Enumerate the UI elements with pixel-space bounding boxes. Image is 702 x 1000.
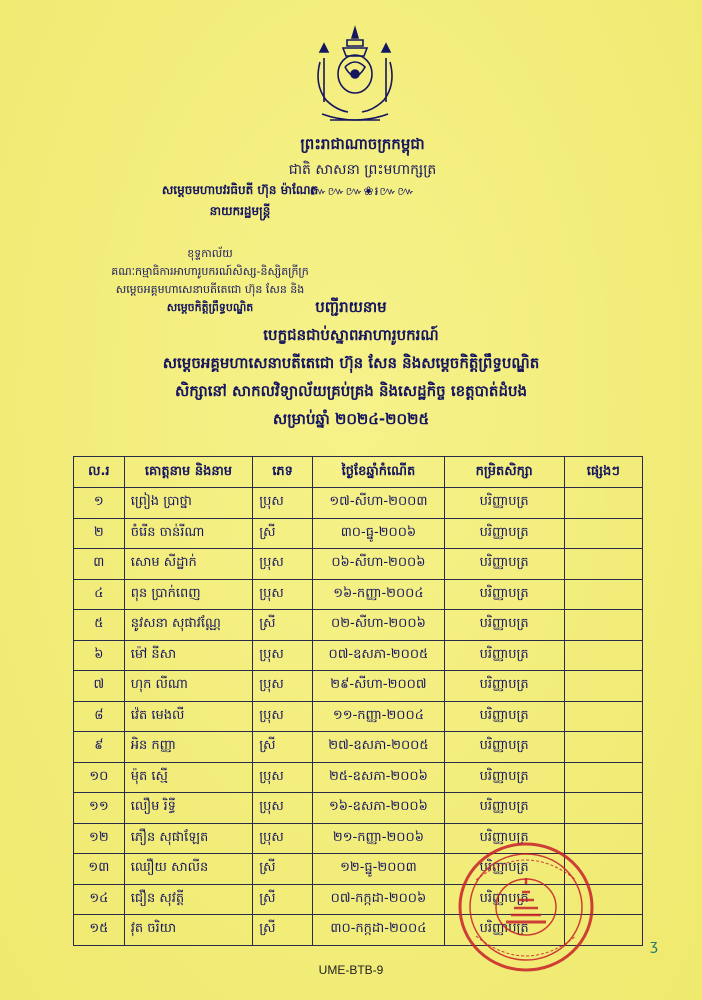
cell-name: ភឿន សុផាឡែត	[124, 823, 253, 854]
cell-other	[564, 701, 642, 732]
cell-no: ៦	[74, 640, 125, 671]
cell-sex: ប្រុស	[253, 701, 313, 732]
cell-sex: ស្រី	[253, 732, 313, 763]
table-row	[74, 488, 643, 519]
cell-sex: ប្រុស	[253, 549, 313, 580]
cell-name: វុត ចរិយា	[124, 915, 253, 946]
official-seal-icon	[456, 840, 596, 975]
title-list: បញ្ជីរាយនាម	[315, 298, 387, 316]
cell-dob: ០៦-សីហា-២០០៦	[313, 549, 445, 580]
cell-dob: ២៥-ឧសភា-២០០៦	[313, 762, 445, 793]
cell-name: ពុន ប្រាក់ពេញ	[124, 579, 253, 610]
cell-name: ព្រៀង ប្រាថ្នា	[124, 488, 253, 519]
cell-sex: ប្រុស	[253, 640, 313, 671]
cell-name: វ៉េត មេងលី	[124, 701, 253, 732]
header-other: ផ្សេងៗ	[564, 457, 642, 488]
cell-dob: ២១-កញ្ញា-២០០៦	[313, 823, 445, 854]
title-scholarship: បេក្ខជនជាប់ស្នាពអាហារូបករណ៍	[263, 326, 439, 344]
cell-no: ៩	[74, 732, 125, 763]
cell-level: បរិញ្ញាបត្រ	[444, 579, 564, 610]
cell-no: ១០	[74, 762, 125, 793]
table-row	[74, 732, 643, 763]
office-name: ខុទ្ទកាល័យ	[187, 247, 233, 260]
cell-other	[564, 579, 642, 610]
cell-dob: ០៧-កក្កដា-២០០៦	[313, 884, 445, 915]
cell-name: ចំរើន ចាន់រីណា	[124, 518, 253, 549]
cell-level: បរិញ្ញាបត្រ	[444, 701, 564, 732]
header-sex: ភេទ	[253, 457, 313, 488]
cell-no: ២	[74, 518, 125, 549]
committee-line-2: សម្តេចអគ្គមហាសេនាបតីតេជោ ហ៊ុន សែន និង	[115, 283, 305, 296]
table-row	[74, 610, 643, 641]
cell-dob: ១៦-ឧសភា-២០០៦	[313, 793, 445, 824]
kingdom-title: ព្រះរាជាណាចក្រកម្ពុជា	[300, 135, 425, 153]
cell-level: បរិញ្ញាបត្រ	[444, 762, 564, 793]
table-row	[74, 701, 643, 732]
title-sponsors: សម្តេចអគ្គមហាសេនាបតីតេជោ ហ៊ុន សែន និងសម្តេចកិត្តិព្រឹទ្ធបណ្ឌិត	[162, 354, 540, 372]
cell-name: ហុក លីណា	[124, 671, 253, 702]
cell-name: លឿម រិទ្ធី	[124, 793, 253, 824]
committee-line-1: គណៈកម្មាធិការអាហារូបករណ៍សិស្ស-និស្សិតក្រីក្រ	[111, 265, 309, 278]
cell-other	[564, 671, 642, 702]
cell-level: បរិញ្ញាបត្រ	[444, 549, 564, 580]
cell-no: ៨	[74, 701, 125, 732]
cell-name: ជឿន សុវត្តី	[124, 884, 253, 915]
document-titles	[40, 293, 662, 433]
header-name: គោត្តនាម និងនាម	[124, 457, 253, 488]
cell-sex: ស្រី	[253, 884, 313, 915]
cell-name: សោម សីដ្ឋាក់	[124, 549, 253, 580]
table-row	[74, 640, 643, 671]
cell-no: ១៤	[74, 884, 125, 915]
cell-name: ម៉ុត ស្មើ	[124, 762, 253, 793]
cell-sex: ស្រី	[253, 854, 313, 885]
cell-no: ៧	[74, 671, 125, 702]
cell-other	[564, 640, 642, 671]
cell-other	[564, 732, 642, 763]
cell-dob: ៣០-ធ្នូ-២០០៦	[313, 518, 445, 549]
document-code: UME-BTB-9	[318, 963, 384, 977]
cell-dob: ១៧-សីហា-២០០៣	[313, 488, 445, 519]
cell-other	[564, 488, 642, 519]
cell-sex: ប្រុស	[253, 793, 313, 824]
cell-no: ១	[74, 488, 125, 519]
issuer-title: នាយករដ្ឋមន្ត្រី	[209, 204, 271, 218]
issuer-block	[150, 180, 330, 222]
cell-sex: ប្រុស	[253, 579, 313, 610]
cell-name: អិន កញ្ញា	[124, 732, 253, 763]
cell-level: បរិញ្ញាបត្រ	[444, 793, 564, 824]
cell-level: បរិញ្ញាបត្រ	[444, 884, 564, 915]
table-row	[74, 793, 643, 824]
cell-level: បរិញ្ញាបត្រ	[444, 488, 564, 519]
cell-no: ៣	[74, 549, 125, 580]
cell-level: បរិញ្ញាបត្រ	[444, 854, 564, 885]
title-university: សិក្សានៅ សាកលវិទ្យាល័យគ្រប់គ្រង និងសេដ្ឋកិច្ច ខេត្តបាត់ដំបង	[174, 382, 528, 400]
committee-line-3: សម្តេចកិត្តិព្រឹទ្ធបណ្ឌិត	[166, 301, 254, 314]
cell-dob: ៣០-កក្កដា-២០០៤	[313, 915, 445, 946]
cell-other	[564, 610, 642, 641]
cell-sex: ស្រី	[253, 610, 313, 641]
cell-no: ៥	[74, 610, 125, 641]
cell-name: ឈឿយ សាលីន	[124, 854, 253, 885]
motto-ornament: ៚៚៚❀៛៚៚	[309, 184, 416, 198]
cell-level: បរិញ្ញាបត្រ	[444, 640, 564, 671]
table-row	[74, 671, 643, 702]
title-year: សម្រាប់ឆ្នាំ ២០២៤-២០២៥	[272, 410, 430, 428]
cell-level: បរិញ្ញាបត្រ	[444, 671, 564, 702]
cell-level: បរិញ្ញាបត្រ	[444, 610, 564, 641]
cell-no: ១១	[74, 793, 125, 824]
table-row	[74, 549, 643, 580]
cell-other	[564, 762, 642, 793]
national-motto: ជាតិ សាសនា ព្រះមហាក្សត្រ	[288, 162, 437, 178]
royal-emblem-icon	[300, 22, 410, 132]
cell-no: ៤	[74, 579, 125, 610]
cell-sex: ប្រុស	[253, 762, 313, 793]
cell-level: បរិញ្ញាបត្រ	[444, 915, 564, 946]
header-level: កម្រិតសិក្សា	[444, 457, 564, 488]
cell-no: ១៥	[74, 915, 125, 946]
cell-name: ម៉ៅ នីសា	[124, 640, 253, 671]
table-row	[74, 518, 643, 549]
table-header-row	[74, 457, 643, 488]
header-dob: ថ្ងៃខែឆ្នាំកំណើត	[313, 457, 445, 488]
cell-level: បរិញ្ញាបត្រ	[444, 823, 564, 854]
table-row	[74, 762, 643, 793]
issuer-name: សម្តេចមហាបវរធិបតី ហ៊ុន ម៉ាណែត	[161, 183, 319, 197]
cell-name: នូវសនា សុផាវណ្ណែ	[124, 610, 253, 641]
cell-dob: ០៧-ឧសភា-២០០៥	[313, 640, 445, 671]
cell-level: បរិញ្ញាបត្រ	[444, 732, 564, 763]
cell-other	[564, 518, 642, 549]
cell-dob: ២៩-សីហា-២០០៧	[313, 671, 445, 702]
cell-dob: ១៦-កញ្ញា-២០០៤	[313, 579, 445, 610]
cell-no: ១៣	[74, 854, 125, 885]
cell-dob: ០២-សីហា-២០០៦	[313, 610, 445, 641]
cell-dob: ២៧-ឧសភា-២០០៥	[313, 732, 445, 763]
cell-no: ១២	[74, 823, 125, 854]
cell-sex: ប្រុស	[253, 823, 313, 854]
cell-sex: ប្រុស	[253, 488, 313, 519]
header-no: ល.រ	[74, 457, 125, 488]
cell-sex: ប្រុស	[253, 671, 313, 702]
cell-sex: ស្រី	[253, 915, 313, 946]
cell-sex: ស្រី	[253, 518, 313, 549]
cell-dob: ១២-ធ្នូ-២០០៣	[313, 854, 445, 885]
handwritten-mark: ʒ	[650, 938, 659, 954]
cell-other	[564, 549, 642, 580]
cell-other	[564, 793, 642, 824]
table-row	[74, 579, 643, 610]
cell-dob: ១១-កញ្ញា-២០០៤	[313, 701, 445, 732]
cell-level: បរិញ្ញាបត្រ	[444, 518, 564, 549]
